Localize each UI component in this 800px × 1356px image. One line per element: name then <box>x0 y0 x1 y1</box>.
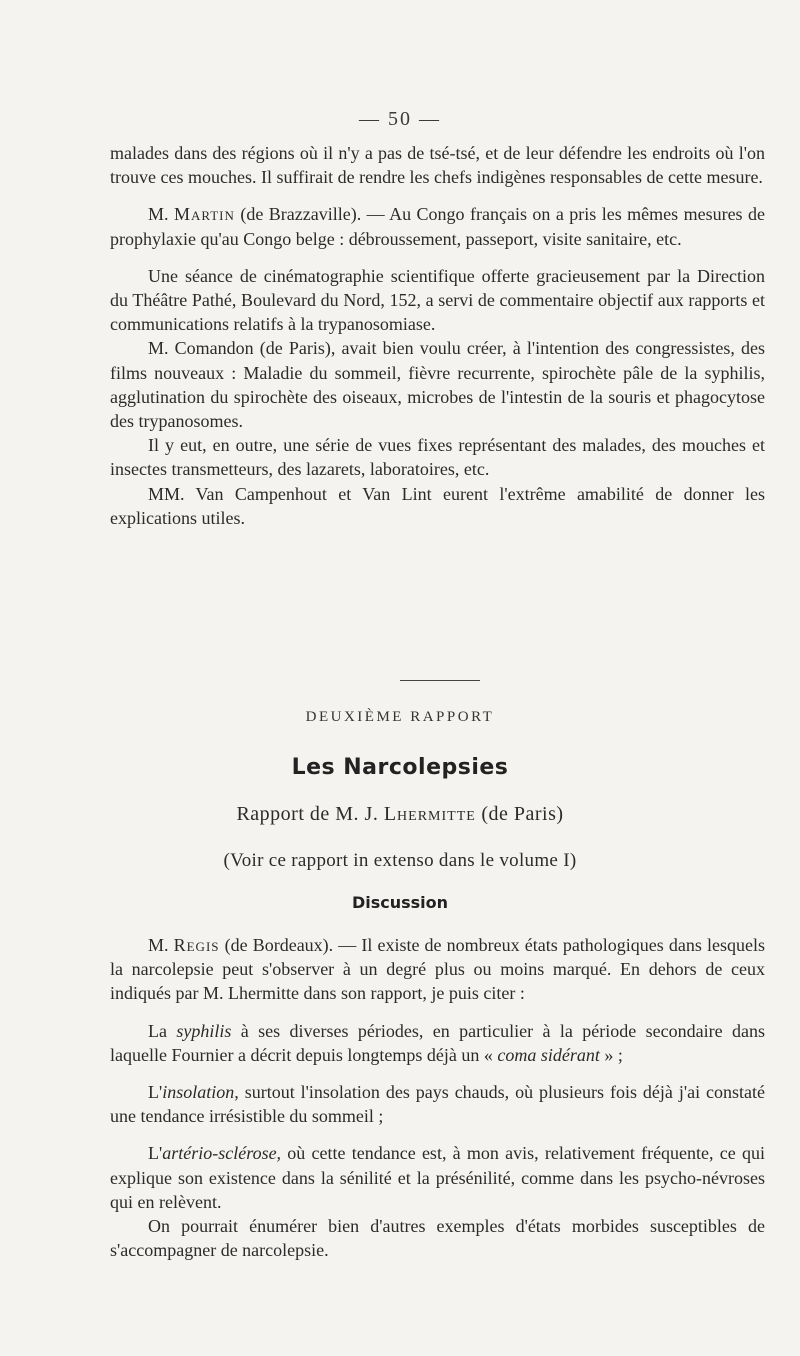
paragraph-text: (de Bordeaux). — Il existe de nombreux états pathologiques dans lesquels la narcolepsie peut s'observer à un degré plus ou moins marqué. En dehors de ceux indiqués par M. Lhermitte dans son rapport, je puis citer : <box>110 935 765 1004</box>
paragraph-continuation: malades dans des régions où il n'y a pas de tsé-tsé, et de leur défendre les endroits où l'on trouve ces mouches. Il suffirait de rendre les chefs indigènes responsables de cette mesure. <box>110 143 765 188</box>
section-title: Les Narcolepsies <box>291 755 509 780</box>
speaker-name: Martin <box>173 204 235 225</box>
paragraph-insolation <box>110 1080 765 1128</box>
report-reference: (Voir ce rapport in extenso dans le volume I) <box>223 850 577 871</box>
section-label: DEUXIÈME RAPPORT <box>305 709 495 725</box>
text-run: » ; <box>599 1044 623 1065</box>
term-arterio-sclerose: artério-sclérose, <box>162 1143 282 1164</box>
page-number: — 50 — <box>359 108 441 130</box>
quote-coma-siderant: coma sidérant <box>497 1044 600 1065</box>
paragraph-regis <box>110 933 765 1006</box>
paragraph-arteriosclerose <box>110 1141 765 1214</box>
discussion-heading: Discussion <box>351 893 449 912</box>
section-divider <box>400 680 480 681</box>
speaker-name: Regis <box>173 935 220 955</box>
speaker-prefix: M. <box>148 204 174 225</box>
text-run: L' <box>148 1143 163 1164</box>
paragraph-syphilis <box>110 1019 765 1067</box>
report-prefix: Rapport de M. J. <box>236 803 384 825</box>
text-run: L' <box>148 1082 163 1103</box>
term-syphilis: syphilis <box>176 1020 232 1041</box>
discussion-text-block <box>110 933 765 1262</box>
paragraph-comandon: M. Comandon (de Paris), avait bien voulu créer, à l'intention des congressistes, des films nouveaux : Maladie du sommeil, fièvre recurrente, spirochète pâle de la syphilis, agglutination du spirochète des oiseaux, microbes de l'intestin de la souris et phagocytose des trypanosomes. <box>110 338 765 432</box>
paragraph-text: (de Brazzaville). — Au Congo français on a pris les mêmes mesures de prophylaxie qu'au Congo belge : débroussement, passeport, visite sanitaire, etc. <box>110 204 765 249</box>
paragraph-vues-fixes: Il y eut, en outre, une série de vues fixes représentant des malades, des mouches et insectes transmetteurs, des lazarets, laboratoires, etc. <box>110 435 765 480</box>
text-run: surtout l'insolation des pays chauds, où plusieurs fois déjà j'ai constaté une tendance irrésistible du sommeil ; <box>110 1082 765 1127</box>
paragraph-martin <box>110 202 765 250</box>
report-author: Lhermitte <box>383 803 476 825</box>
text-run: à ses diverses périodes, en particulier à la période secondaire dans laquelle Fournier a décrit depuis longtemps déjà un « <box>110 1020 765 1065</box>
paragraph-conclusion: On pourrait énumérer bien d'autres exemples d'états morbides susceptibles de s'accompagner de narcolepsie. <box>110 1216 765 1261</box>
top-text-block <box>110 141 765 530</box>
text-run: La <box>148 1020 177 1041</box>
term-insolation: insolation, <box>162 1082 239 1103</box>
report-suffix: (de Paris) <box>475 803 564 825</box>
speaker-prefix: M. <box>148 935 174 955</box>
report-author-line <box>0 803 800 826</box>
text-run: où cette tendance est, à mon avis, relativement fréquente, ce qui explique son existence dans la sénilité et la présénilité, comme dans les psycho-névroses qui en relèvent. <box>110 1143 765 1212</box>
paragraph-cinematographie: Une séance de cinématographie scientifique offerte gracieusement par la Direction du Théâtre Pathé, Boulevard du Nord, 152, a servi de commentaire objectif aux rapports et communications relatifs à la trypanosomiase. <box>110 265 765 335</box>
paragraph-remerciements: MM. Van Campenhout et Van Lint eurent l'extrême amabilité de donner les explications utiles. <box>110 483 765 528</box>
